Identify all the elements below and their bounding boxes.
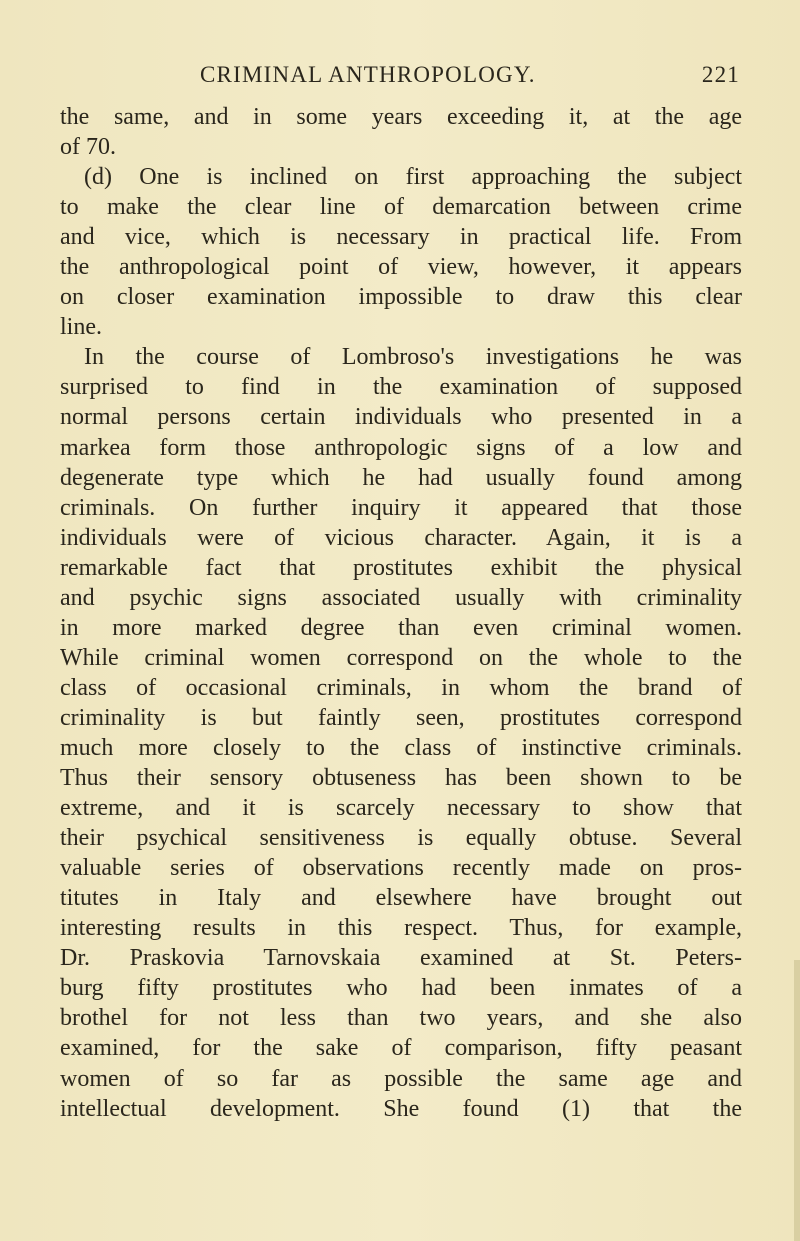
text-line: Thus their sensory obtuseness has been shown to be: [60, 765, 742, 792]
text-line: line.: [60, 314, 102, 341]
text-line: of 70.: [60, 134, 116, 161]
text-line: criminality is but faintly seen, prostitutes correspond: [60, 704, 742, 731]
running-head: [60, 62, 740, 92]
page-number: 221: [701, 62, 740, 87]
text-line: brothel for not less than two years, and she also: [60, 1005, 742, 1032]
text-line: the anthropological point of view, however, it appears: [60, 254, 742, 281]
page-edge-shadow: [794, 960, 800, 1241]
text-line: class of occasional criminals, in whom the brand of: [60, 674, 742, 701]
text-line: While criminal women correspond on the whole to the: [60, 644, 742, 671]
text-line: titutes in Italy and elsewhere have brought out: [60, 885, 742, 912]
body-text: [60, 102, 742, 1124]
running-title: CRIMINAL ANTHROPOLOGY.: [200, 62, 536, 87]
text-line: much more closely to the class of instinctive criminals.: [60, 734, 742, 761]
text-line: normal persons certain individuals who presented in a: [60, 404, 742, 431]
text-line: remarkable fact that prostitutes exhibit the physical: [60, 554, 742, 581]
text-line: and psychic signs associated usually with criminality: [60, 584, 742, 611]
text-line: interesting results in this respect. Thus, for example,: [60, 915, 742, 942]
text-line: on closer examination impossible to draw this clear: [60, 284, 742, 311]
text-line: Dr. Praskovia Tarnovskaia examined at St. Peters-: [60, 945, 742, 972]
text-line: burg fifty prostitutes who had been inmates of a: [60, 975, 742, 1002]
text-line: intellectual development. She found (1) that the: [60, 1095, 742, 1122]
text-line: criminals. On further inquiry it appeared that those: [60, 494, 742, 521]
text-line: the same, and in some years exceeding it, at the age: [60, 104, 742, 130]
text-line: In the course of Lombroso's investigations he was: [84, 344, 742, 371]
text-line: examined, for the sake of comparison, fifty peasant: [60, 1035, 742, 1062]
text-line: (d) One is inclined on first approaching the subject: [84, 164, 742, 191]
text-line: extreme, and it is scarcely necessary to show that: [60, 795, 742, 822]
text-line: individuals were of vicious character. Again, it is a: [60, 524, 742, 551]
text-line: to make the clear line of demarcation between crime: [60, 194, 742, 221]
text-line: valuable series of observations recently made on pros-: [60, 855, 742, 882]
text-line: surprised to find in the examination of supposed: [60, 374, 742, 401]
text-line: and vice, which is necessary in practical life. From: [60, 224, 742, 251]
text-line: women of so far as possible the same age and: [60, 1065, 742, 1092]
text-line: in more marked degree than even criminal women.: [60, 614, 742, 641]
text-line: degenerate type which he had usually found among: [60, 464, 742, 491]
text-line: markea form those anthropologic signs of a low and: [60, 434, 742, 461]
text-line: their psychical sensitiveness is equally obtuse. Several: [60, 825, 742, 852]
